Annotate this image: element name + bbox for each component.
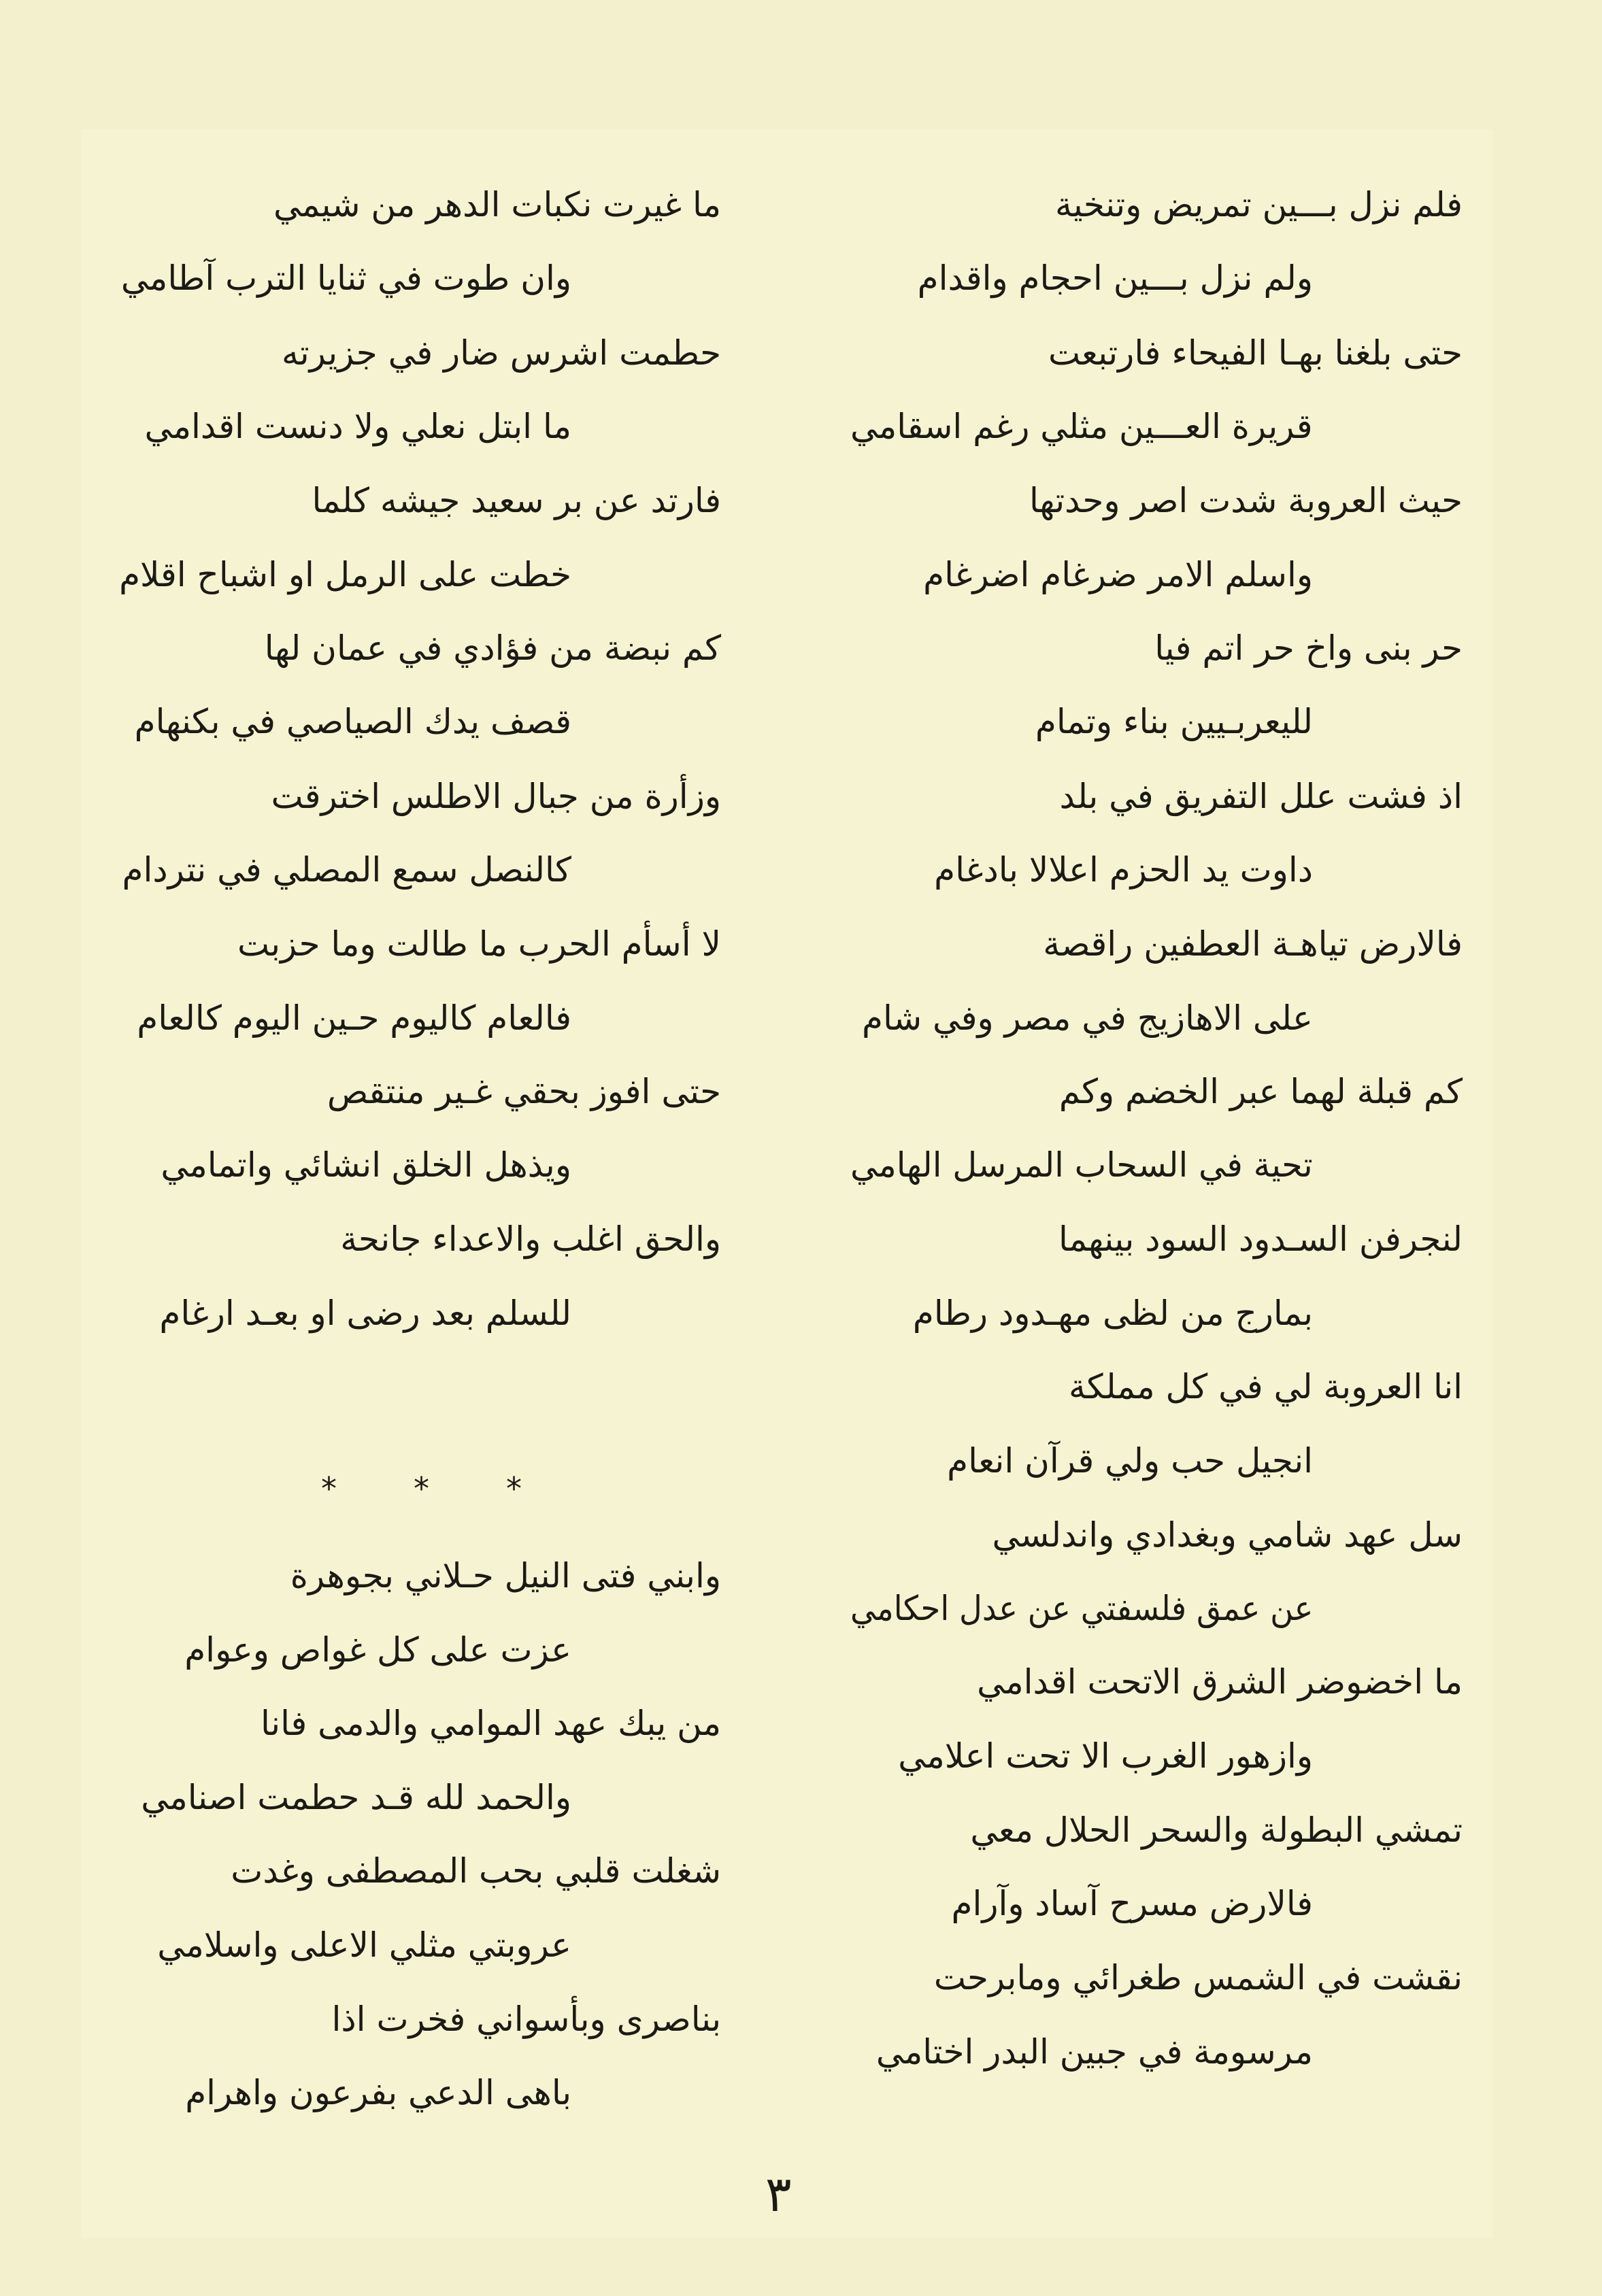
verse-line: وازهور الغرب الا تحت اعلامي	[898, 1736, 1313, 1776]
verse-line: والحق اغلب والاعداء جانحة	[340, 1219, 721, 1259]
verse-line: من يبك عهد الموامي والدمى فانا	[260, 1704, 721, 1743]
verse-line: لنجرفن السـدود السود بينهما	[1058, 1219, 1463, 1259]
verse-line: ما غيرت نكبات الدهر من شيمي	[273, 185, 721, 224]
verse-line: والحمد لله قـد حطمت اصنامي	[141, 1778, 571, 1817]
verse-line: نقشت في الشمس طغرائي ومابرحت	[933, 1958, 1463, 1997]
verse-line: انا العروبة لي في كل مملكة	[1068, 1367, 1463, 1406]
verse-line: ويذهل الخلق انشائي واتمامي	[161, 1145, 571, 1185]
separator-star: *	[321, 1470, 337, 1507]
right-column	[850, 161, 1463, 2167]
verse-line: قريرة العـــين مثلي رغم اسقامي	[850, 407, 1313, 446]
verse-line: حر بنى واخ حر اتم فيا	[1154, 628, 1463, 668]
separator-star: *	[506, 1470, 522, 1507]
verse-line: كم نبضة من فؤادي في عمان لها	[264, 628, 721, 668]
verse-line: شغلت قلبي بحب المصطفى وغدت	[231, 1851, 721, 1891]
verse-line: ما ابتل نعلي ولا دنست اقدامي	[144, 407, 571, 446]
verse-line: لا أسأم الحرب ما طالت وما حزبت	[237, 924, 721, 964]
verse-line: قصف يدك الصياصي في بكنهام	[134, 702, 571, 741]
section-separator	[116, 1470, 721, 1514]
verse-line: كم قبلة لهما عبر الخضم وكم	[1058, 1072, 1463, 1111]
verse-line: ما اخضوضر الشرق الاتحت اقدامي	[977, 1662, 1463, 1702]
verse-line: فالارض تياهـة العطفين راقصة	[1043, 924, 1463, 964]
verse-line: حتى افوز بحقي غـير منتقص	[327, 1072, 721, 1111]
verse-line: عن عمق فلسفتي عن عدل احكامي	[850, 1589, 1313, 1628]
verse-line: باهى الدعي بفرعون واهرام	[185, 2073, 571, 2112]
verse-line: للسلم بعد رضى او بعـد ارغام	[159, 1294, 571, 1333]
verse-line: وزأرة من جبال الاطلس اخترقت	[271, 777, 721, 816]
verse-line: تحية في السحاب المرسل الهامي	[850, 1145, 1313, 1185]
verse-line: فارتد عن بر سعيد جيشه كلما	[312, 481, 721, 520]
verse-line: حيث العروبة شدت اصر وحدتها	[1029, 481, 1463, 520]
verse-line: بمارج من لظى مهـدود رطام	[912, 1294, 1313, 1333]
verse-line: خطت على الرمل او اشباح اقلام	[119, 555, 571, 594]
verse-line: حطمت اشرس ضار في جزيرته	[281, 333, 721, 373]
verse-line: اذ فشت علل التفريق في بلد	[1059, 777, 1463, 816]
verse-line: سل عهد شامي وبغدادي واندلسي	[992, 1515, 1463, 1555]
verse-line: لليعربـيين بناء وتمام	[1035, 702, 1313, 741]
verse-line: بناصرى وبأسواني فخرت اذا	[331, 1999, 721, 2039]
verse-line: واسلم الامر ضرغام اضرغام	[923, 555, 1313, 594]
verse-line: على الاهازيج في مصر وفي شام	[862, 998, 1313, 1038]
verse-line: حتى بلغنا بهـا الفيحاء فارتبعت	[1048, 333, 1463, 373]
verse-line: عروبتي مثلي الاعلى واسلامي	[157, 1925, 571, 1965]
verse-line: عزت على كل غواص وعوام	[184, 1630, 571, 1670]
verse-line: تمشي البطولة والسحر الحلال معي	[970, 1810, 1463, 1850]
verse-line: فلم نزل بـــين تمريض وتنخية	[1054, 185, 1463, 224]
verse-line: ولم نزل بـــين احجام واقدام	[917, 258, 1313, 298]
left-column	[116, 161, 721, 2167]
verse-line: انجيل حب ولي قرآن انعام	[947, 1441, 1313, 1481]
verse-line: وابني فتى النيل حـلاني بجوهرة	[290, 1556, 721, 1596]
verse-line: فالعام كاليوم حـين اليوم كالعام	[137, 998, 571, 1038]
verse-line: مرسومة في جبين البدر اختامي	[875, 2032, 1313, 2072]
verse-line: كالنصل سمع المصلي في نتردام	[122, 850, 571, 890]
verse-line: وان طوت في ثنايا الترب آطامي	[120, 258, 571, 298]
separator-star: *	[414, 1470, 429, 1507]
page-number: ٣	[765, 2165, 792, 2223]
verse-line: داوت يد الحزم اعلالا بادغام	[934, 850, 1313, 890]
verse-line: فالارض مسرح آساد وآرام	[951, 1884, 1313, 1923]
